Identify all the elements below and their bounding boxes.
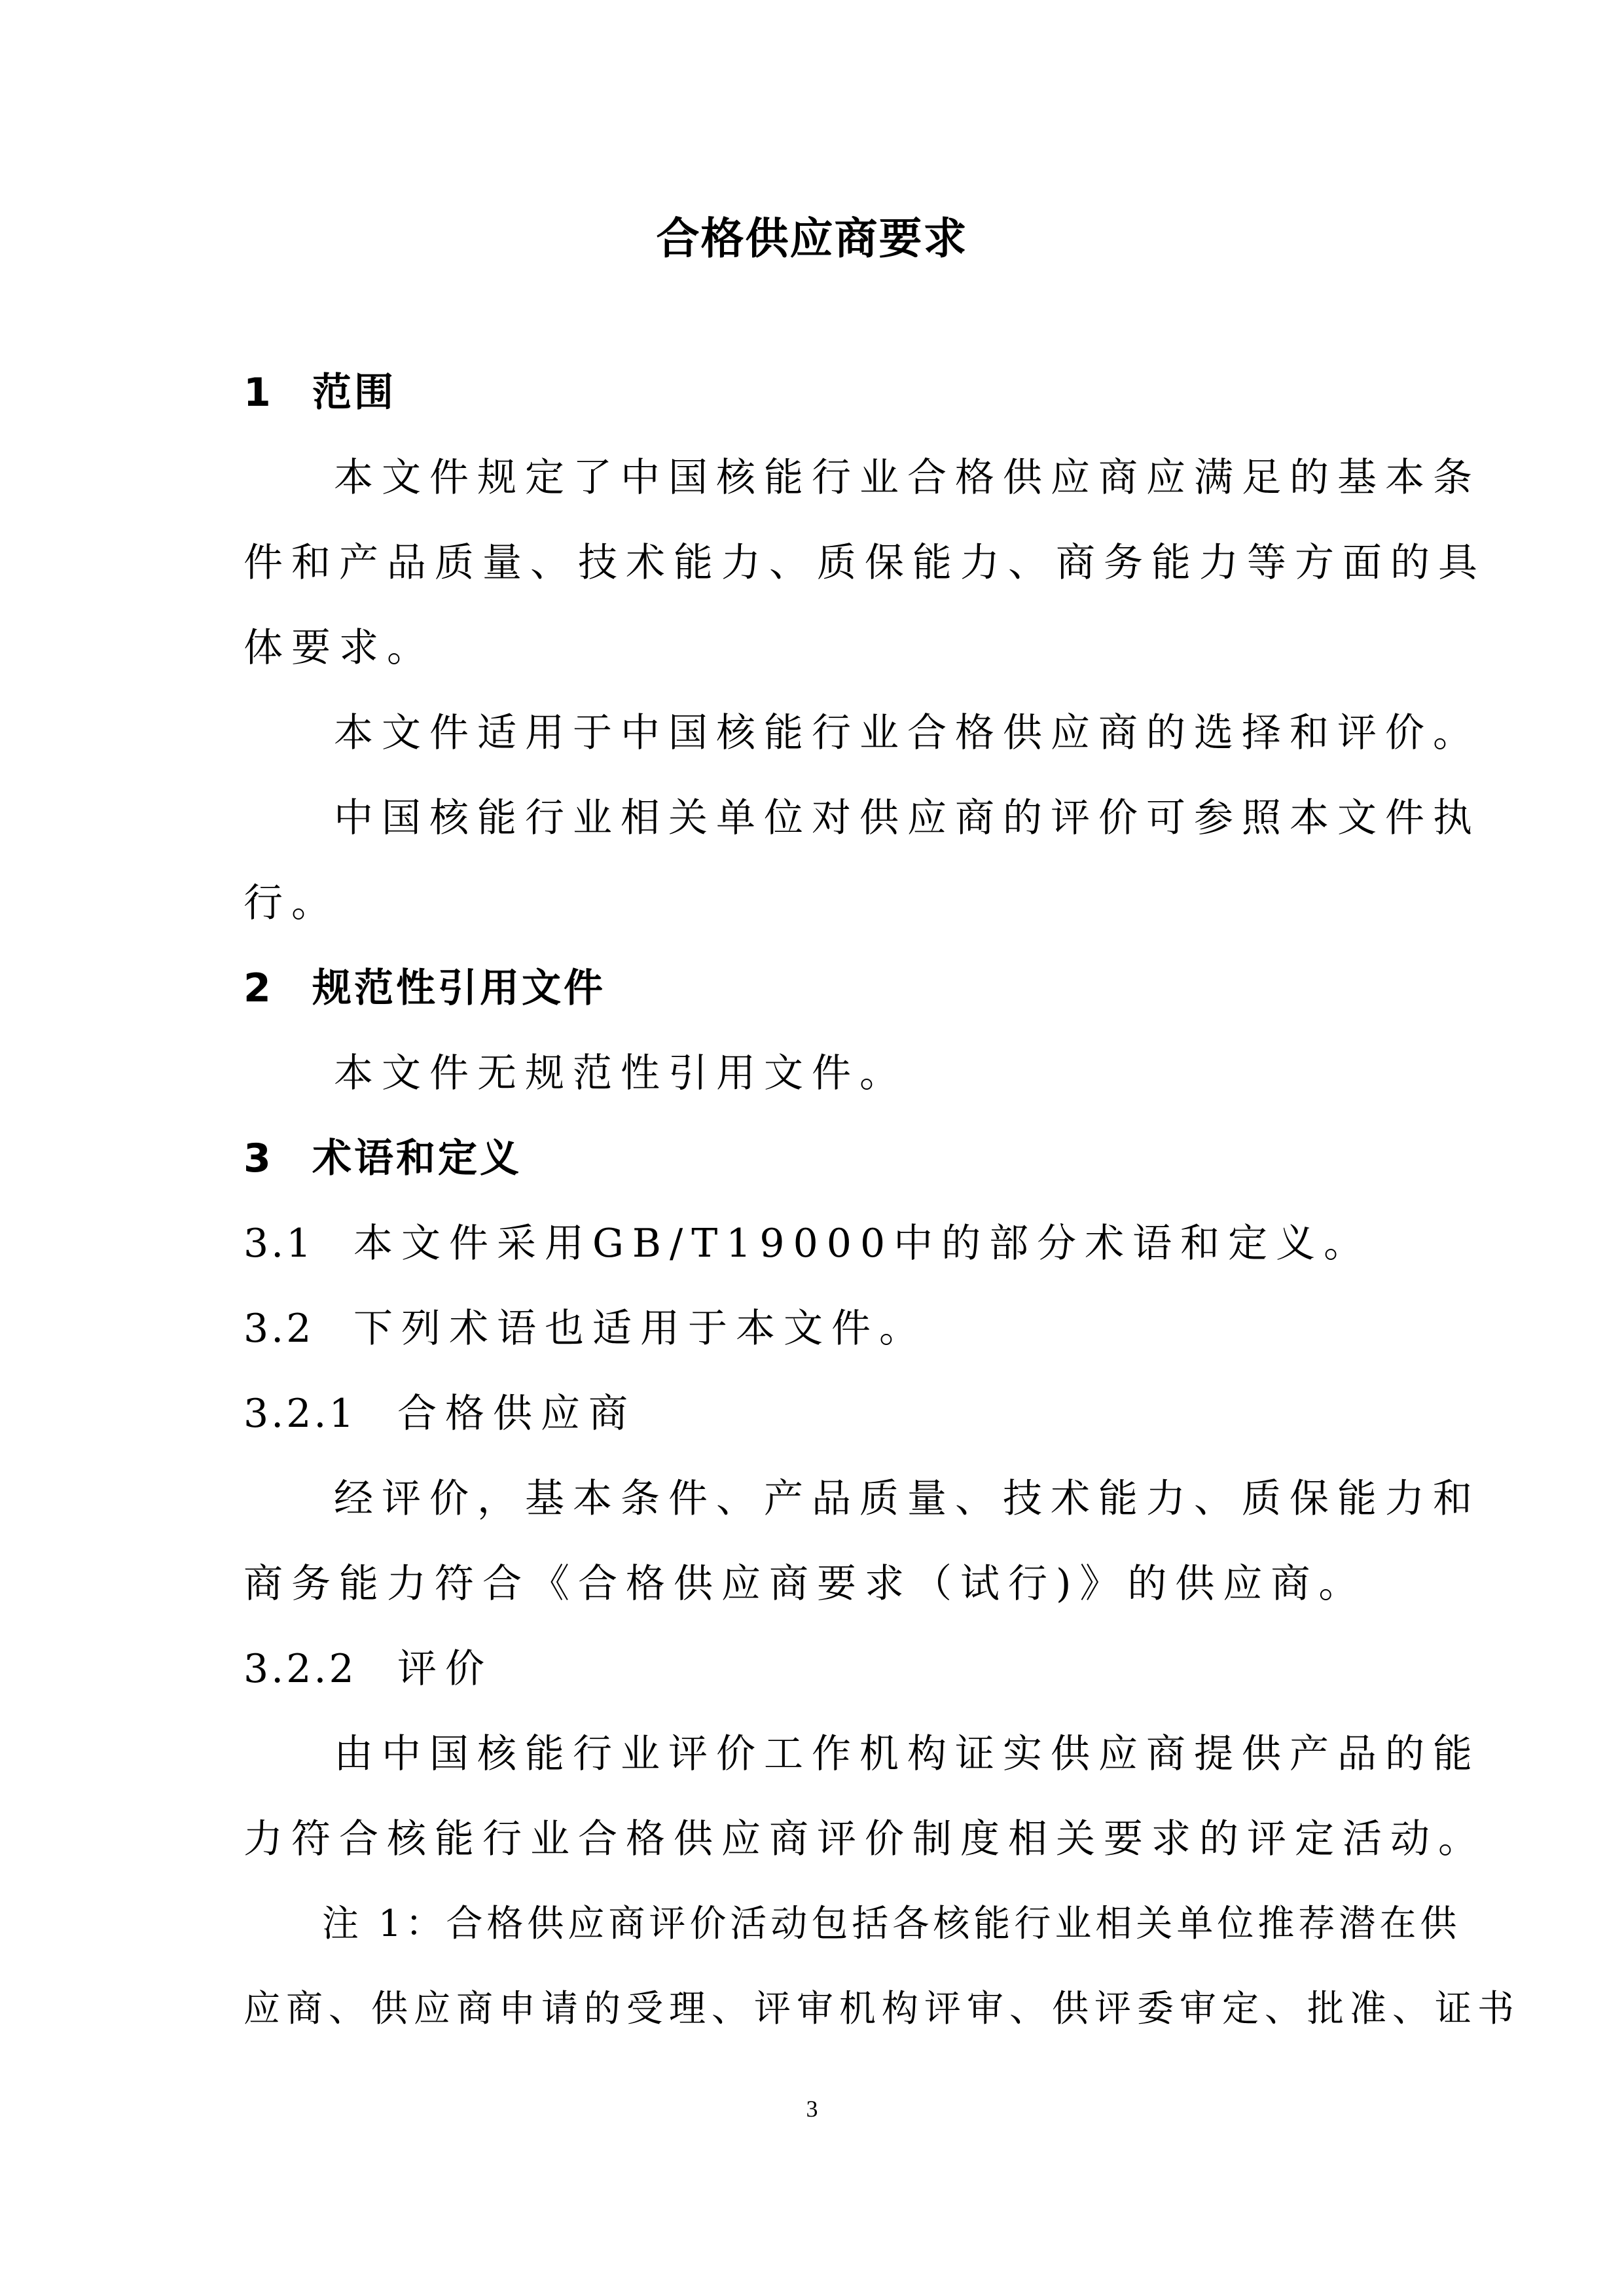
clause-3-2-1-definition-line-1: 经评价，基本条件、产品质量、技术能力、质保能力和 [334, 1476, 1481, 1522]
section-1-paragraph-1-line-2: 件和产品质量、技术能力、质保能力、商务能力等方面的具 [244, 540, 1486, 586]
clause-3-1-text: 本文件采用GB/T19000中的部分术语和定义。 [353, 1221, 1372, 1266]
clause-3-2-2-definition-line-1: 由中国核能行业评价工作机构证实供应商提供产品的能 [334, 1731, 1481, 1777]
clause-3-2 [244, 1302, 927, 1355]
section-3-title: 术语和定义 [312, 1136, 522, 1181]
section-1-paragraph-3-line-1: 中国核能行业相关单位对供应商的评价可参照本文件执 [334, 795, 1481, 841]
section-1-paragraph-3-line-2: 行。 [244, 880, 339, 926]
section-1-paragraph-1-line-1: 本文件规定了中国核能行业合格供应商应满足的基本条 [334, 455, 1481, 501]
note-1-line-1: 注 1：合格供应商评价活动包括各核能行业相关单位推荐潜在供 [322, 1903, 1461, 1945]
note-1-line-2: 应商、供应商申请的受理、评审机构评审、供评委审定、批准、证书 [244, 1988, 1520, 2030]
clause-3-2-1-number: 3.2.1 [244, 1391, 357, 1437]
clause-3-2-text: 下列术语也适用于本文件。 [353, 1306, 927, 1352]
clause-3-2-1-term: 合格供应商 [397, 1391, 636, 1437]
page-number: 3 [806, 2096, 818, 2122]
clause-3-2-2-definition-line-2: 力符合核能行业合格供应商评价制度相关要求的评定活动。 [244, 1816, 1486, 1862]
section-1-paragraph-1-line-3: 体要求。 [244, 625, 435, 671]
clause-3-2-1-definition-line-2: 商务能力符合《合格供应商要求（试行)》的供应商。 [244, 1561, 1367, 1607]
clause-3-1 [244, 1217, 1371, 1270]
clause-3-2-2 [244, 1643, 493, 1695]
page-title: 合格供应商要求 [656, 213, 968, 264]
section-1-paragraph-2: 本文件适用于中国核能行业合格供应商的选择和评价。 [334, 710, 1481, 756]
clause-3-2-2-term: 评价 [397, 1646, 493, 1692]
section-2-number: 2 [244, 965, 274, 1011]
section-2-title: 规范性引用文件 [312, 965, 605, 1011]
section-1-title: 范围 [312, 370, 396, 416]
section-1-heading [244, 367, 396, 419]
section-1-number: 1 [244, 370, 274, 416]
section-2-heading [244, 962, 605, 1014]
section-3-heading [244, 1132, 522, 1185]
section-3-number: 3 [244, 1136, 274, 1181]
section-2-paragraph-1: 本文件无规范性引用文件。 [334, 1050, 907, 1096]
clause-3-2-2-number: 3.2.2 [244, 1646, 357, 1692]
clause-3-2-number: 3.2 [244, 1306, 314, 1352]
clause-3-2-1 [244, 1388, 636, 1440]
clause-3-1-number: 3.1 [244, 1221, 314, 1266]
